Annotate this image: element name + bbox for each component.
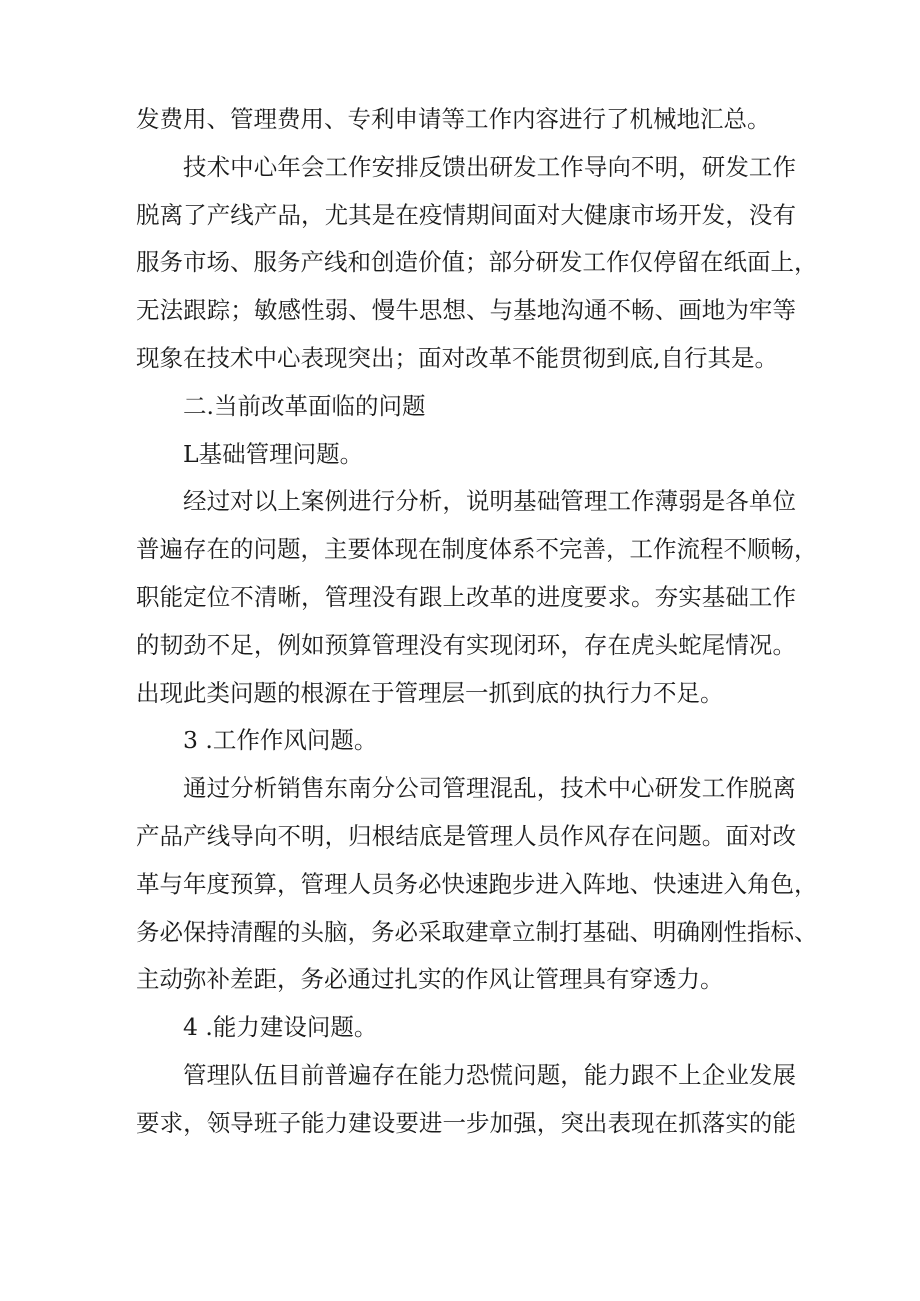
text-line: 服务市场、服务产线和创造价值；部分研发工作仅停留在纸面上， bbox=[136, 248, 818, 277]
text-line: 的韧劲不足，例如预算管理没有实现闭环，存在虎头蛇尾情况。 bbox=[136, 630, 796, 659]
text-line: 普遍存在的问题，主要体现在制度体系不完善，工作流程不顺畅， bbox=[136, 535, 818, 564]
text-line: 革与年度预算，管理人员务必快速跑步进入阵地、快速进入角色， bbox=[136, 869, 818, 898]
text-line: 技术中心年会工作安排反馈出研发工作导向不明，研发工作 bbox=[183, 152, 796, 181]
section-heading: 二.当前改革面临的问题 bbox=[183, 391, 426, 420]
text-line: 通过分析销售东南分公司管理混乱，技术中心研发工作脱离 bbox=[183, 774, 796, 803]
text-line: 产品产线导向不明，归根结底是管理人员作风存在问题。面对改 bbox=[136, 821, 796, 850]
text-line: 管理队伍目前普遍存在能力恐慌问题，能力跟不上企业发展 bbox=[183, 1060, 796, 1089]
text-line: 脱离了产线产品，尤其是在疫情期间面对大健康市场开发，没有 bbox=[136, 200, 796, 229]
text-line: 出现此类问题的根源在于管理层一抓到底的执行力不足。 bbox=[136, 678, 724, 707]
subsection-heading: L基础管理问题。 bbox=[183, 439, 364, 468]
subsection-heading: 4 .能力建设问题。 bbox=[183, 1013, 378, 1042]
subsection-heading: 3 .工作作风问题。 bbox=[183, 726, 378, 755]
text-line: 要求，领导班子能力建设要进一步加强，突出表现在抓落实的能 bbox=[136, 1108, 796, 1137]
text-line: 职能定位不清晰，管理没有跟上改革的进度要求。夯实基础工作 bbox=[136, 582, 796, 611]
text-line: 现象在技术中心表现突出；面对改革不能贯彻到底,自行其是。 bbox=[136, 343, 778, 372]
text-line: 主动弥补差距，务必通过扎实的作风让管理具有穿透力。 bbox=[136, 965, 724, 994]
document-body bbox=[136, 96, 818, 1148]
text-line: 经过对以上案例进行分析，说明基础管理工作薄弱是各单位 bbox=[183, 487, 796, 516]
text-line: 无法跟踪；敏感性弱、慢牛思想、与基地沟通不畅、画地为牢等 bbox=[136, 296, 796, 325]
text-line: 务必保持清醒的头脑，务必采取建章立制打基础、明确刚性指标、 bbox=[136, 917, 818, 946]
text-line: 发费用、管理费用、专利申请等工作内容进行了机械地汇总。 bbox=[136, 105, 771, 133]
